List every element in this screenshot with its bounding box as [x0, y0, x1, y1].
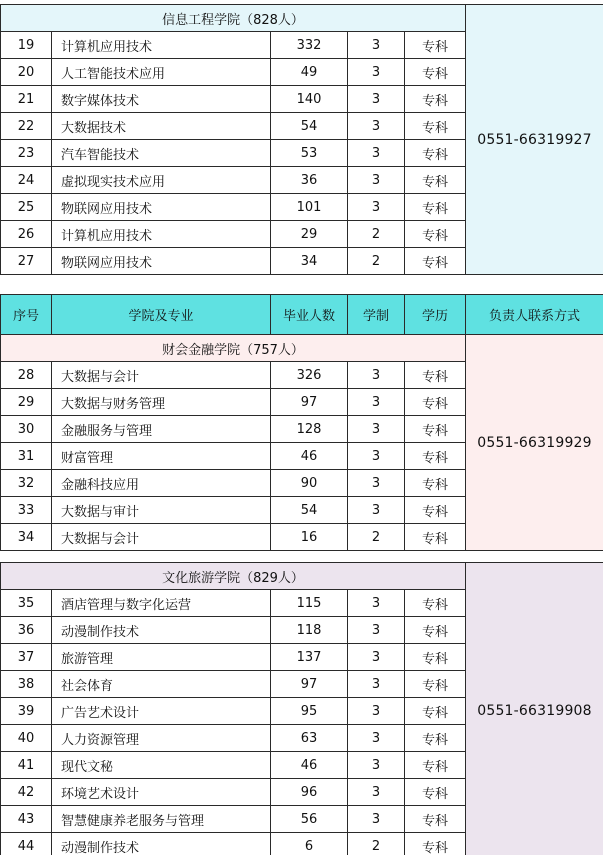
row-number: 33 — [1, 497, 52, 524]
contact-phone: 0551-66319929 — [466, 335, 603, 551]
college-title-row — [1, 5, 603, 32]
graduate-count: 34 — [271, 248, 348, 275]
major-name: 人工智能技术应用 — [52, 59, 271, 86]
row-number: 20 — [1, 59, 52, 86]
major-name: 金融科技应用 — [52, 470, 271, 497]
graduate-count: 326 — [271, 362, 348, 389]
education-level: 专科 — [405, 194, 466, 221]
major-name: 大数据技术 — [52, 113, 271, 140]
study-duration: 3 — [348, 86, 405, 113]
row-number: 37 — [1, 644, 52, 671]
education-level: 专科 — [405, 32, 466, 59]
college-title: 财会金融学院（757人） — [1, 335, 466, 362]
section-finance — [0, 334, 603, 551]
graduate-count: 97 — [271, 389, 348, 416]
row-number: 38 — [1, 671, 52, 698]
education-level: 专科 — [405, 362, 466, 389]
education-level: 专科 — [405, 389, 466, 416]
row-number: 23 — [1, 140, 52, 167]
college-title-row — [1, 563, 603, 590]
major-name: 大数据与财务管理 — [52, 389, 271, 416]
graduate-count: 29 — [271, 221, 348, 248]
major-name: 计算机应用技术 — [52, 32, 271, 59]
study-duration: 3 — [348, 725, 405, 752]
row-number: 19 — [1, 32, 52, 59]
education-level: 专科 — [405, 416, 466, 443]
major-name: 人力资源管理 — [52, 725, 271, 752]
major-name: 环境艺术设计 — [52, 779, 271, 806]
graduate-count: 90 — [271, 470, 348, 497]
graduate-count: 101 — [271, 194, 348, 221]
row-number: 27 — [1, 248, 52, 275]
graduate-count: 96 — [271, 779, 348, 806]
table-header — [0, 294, 603, 335]
major-name: 大数据与审计 — [52, 497, 271, 524]
header-college-major: 学院及专业 — [52, 295, 271, 335]
education-level: 专科 — [405, 698, 466, 725]
education-level: 专科 — [405, 779, 466, 806]
graduate-count: 128 — [271, 416, 348, 443]
row-number: 42 — [1, 779, 52, 806]
row-number: 24 — [1, 167, 52, 194]
education-level: 专科 — [405, 167, 466, 194]
education-level: 专科 — [405, 59, 466, 86]
education-level: 专科 — [405, 221, 466, 248]
major-name: 计算机应用技术 — [52, 221, 271, 248]
graduate-count: 97 — [271, 671, 348, 698]
education-level: 专科 — [405, 524, 466, 551]
education-level: 专科 — [405, 617, 466, 644]
college-title-row — [1, 335, 603, 362]
graduate-count: 137 — [271, 644, 348, 671]
graduate-count: 6 — [271, 833, 348, 855]
contact-phone: 0551-66319927 — [466, 5, 603, 275]
header-table — [0, 294, 603, 335]
study-duration: 2 — [348, 524, 405, 551]
header-education: 学历 — [405, 295, 466, 335]
row-number: 41 — [1, 752, 52, 779]
education-level: 专科 — [405, 113, 466, 140]
study-duration: 3 — [348, 671, 405, 698]
graduate-count: 140 — [271, 86, 348, 113]
row-number: 26 — [1, 221, 52, 248]
education-level: 专科 — [405, 806, 466, 833]
major-name: 社会体育 — [52, 671, 271, 698]
study-duration: 3 — [348, 194, 405, 221]
row-number: 25 — [1, 194, 52, 221]
graduate-count: 16 — [271, 524, 348, 551]
row-number: 35 — [1, 590, 52, 617]
major-name: 智慧健康养老服务与管理 — [52, 806, 271, 833]
row-number: 34 — [1, 524, 52, 551]
major-name: 广告艺术设计 — [52, 698, 271, 725]
graduate-count: 46 — [271, 752, 348, 779]
study-duration: 3 — [348, 443, 405, 470]
graduate-count: 54 — [271, 497, 348, 524]
row-number: 30 — [1, 416, 52, 443]
header-no: 序号 — [1, 295, 52, 335]
row-number: 40 — [1, 725, 52, 752]
study-duration: 3 — [348, 32, 405, 59]
header-contact: 负责人联系方式 — [466, 295, 603, 335]
study-duration: 3 — [348, 113, 405, 140]
graduate-count: 49 — [271, 59, 348, 86]
education-level: 专科 — [405, 671, 466, 698]
major-name: 物联网应用技术 — [52, 194, 271, 221]
education-level: 专科 — [405, 725, 466, 752]
education-level: 专科 — [405, 470, 466, 497]
graduate-count: 95 — [271, 698, 348, 725]
section-gap — [0, 278, 603, 294]
contact-phone: 0551-66319908 — [466, 563, 603, 855]
study-duration: 3 — [348, 362, 405, 389]
education-level: 专科 — [405, 497, 466, 524]
study-duration: 3 — [348, 698, 405, 725]
education-level: 专科 — [405, 86, 466, 113]
study-duration: 3 — [348, 59, 405, 86]
education-level: 专科 — [405, 833, 466, 855]
graduate-count: 54 — [271, 113, 348, 140]
header-row — [1, 295, 603, 335]
major-name: 虚拟现实技术应用 — [52, 167, 271, 194]
row-number: 22 — [1, 113, 52, 140]
study-duration: 3 — [348, 497, 405, 524]
education-level: 专科 — [405, 140, 466, 167]
study-duration: 3 — [348, 617, 405, 644]
major-name: 动漫制作技术 — [52, 833, 271, 855]
study-duration: 3 — [348, 779, 405, 806]
study-duration: 3 — [348, 167, 405, 194]
graduate-count: 115 — [271, 590, 348, 617]
education-level: 专科 — [405, 590, 466, 617]
row-number: 44 — [1, 833, 52, 855]
row-number: 36 — [1, 617, 52, 644]
study-duration: 2 — [348, 833, 405, 855]
row-number: 29 — [1, 389, 52, 416]
study-duration: 2 — [348, 248, 405, 275]
study-duration: 2 — [348, 221, 405, 248]
header-duration: 学制 — [348, 295, 405, 335]
graduate-count: 63 — [271, 725, 348, 752]
education-level: 专科 — [405, 644, 466, 671]
study-duration: 3 — [348, 416, 405, 443]
education-level: 专科 — [405, 443, 466, 470]
section-table — [0, 4, 603, 275]
study-duration: 3 — [348, 140, 405, 167]
row-number: 28 — [1, 362, 52, 389]
major-name: 酒店管理与数字化运营 — [52, 590, 271, 617]
graduate-count: 332 — [271, 32, 348, 59]
education-level: 专科 — [405, 248, 466, 275]
major-name: 汽车智能技术 — [52, 140, 271, 167]
major-name: 财富管理 — [52, 443, 271, 470]
major-name: 物联网应用技术 — [52, 248, 271, 275]
education-level: 专科 — [405, 752, 466, 779]
row-number: 43 — [1, 806, 52, 833]
row-number: 31 — [1, 443, 52, 470]
college-title: 文化旅游学院（829人） — [1, 563, 466, 590]
section-info-engineering — [0, 4, 603, 275]
graduate-count: 46 — [271, 443, 348, 470]
graduate-count: 56 — [271, 806, 348, 833]
major-name: 数字媒体技术 — [52, 86, 271, 113]
major-name: 旅游管理 — [52, 644, 271, 671]
study-duration: 3 — [348, 752, 405, 779]
major-name: 大数据与会计 — [52, 524, 271, 551]
study-duration: 3 — [348, 470, 405, 497]
graduate-count: 53 — [271, 140, 348, 167]
section-table — [0, 334, 603, 551]
row-number: 39 — [1, 698, 52, 725]
header-graduates: 毕业人数 — [271, 295, 348, 335]
study-duration: 3 — [348, 590, 405, 617]
major-name: 金融服务与管理 — [52, 416, 271, 443]
section-table — [0, 562, 603, 855]
study-duration: 3 — [348, 644, 405, 671]
major-name: 动漫制作技术 — [52, 617, 271, 644]
study-duration: 3 — [348, 389, 405, 416]
section-culture-tourism — [0, 562, 603, 855]
college-title: 信息工程学院（828人） — [1, 5, 466, 32]
graduate-count: 36 — [271, 167, 348, 194]
graduate-count: 118 — [271, 617, 348, 644]
row-number: 21 — [1, 86, 52, 113]
major-name: 现代文秘 — [52, 752, 271, 779]
row-number: 32 — [1, 470, 52, 497]
major-name: 大数据与会计 — [52, 362, 271, 389]
study-duration: 3 — [348, 806, 405, 833]
